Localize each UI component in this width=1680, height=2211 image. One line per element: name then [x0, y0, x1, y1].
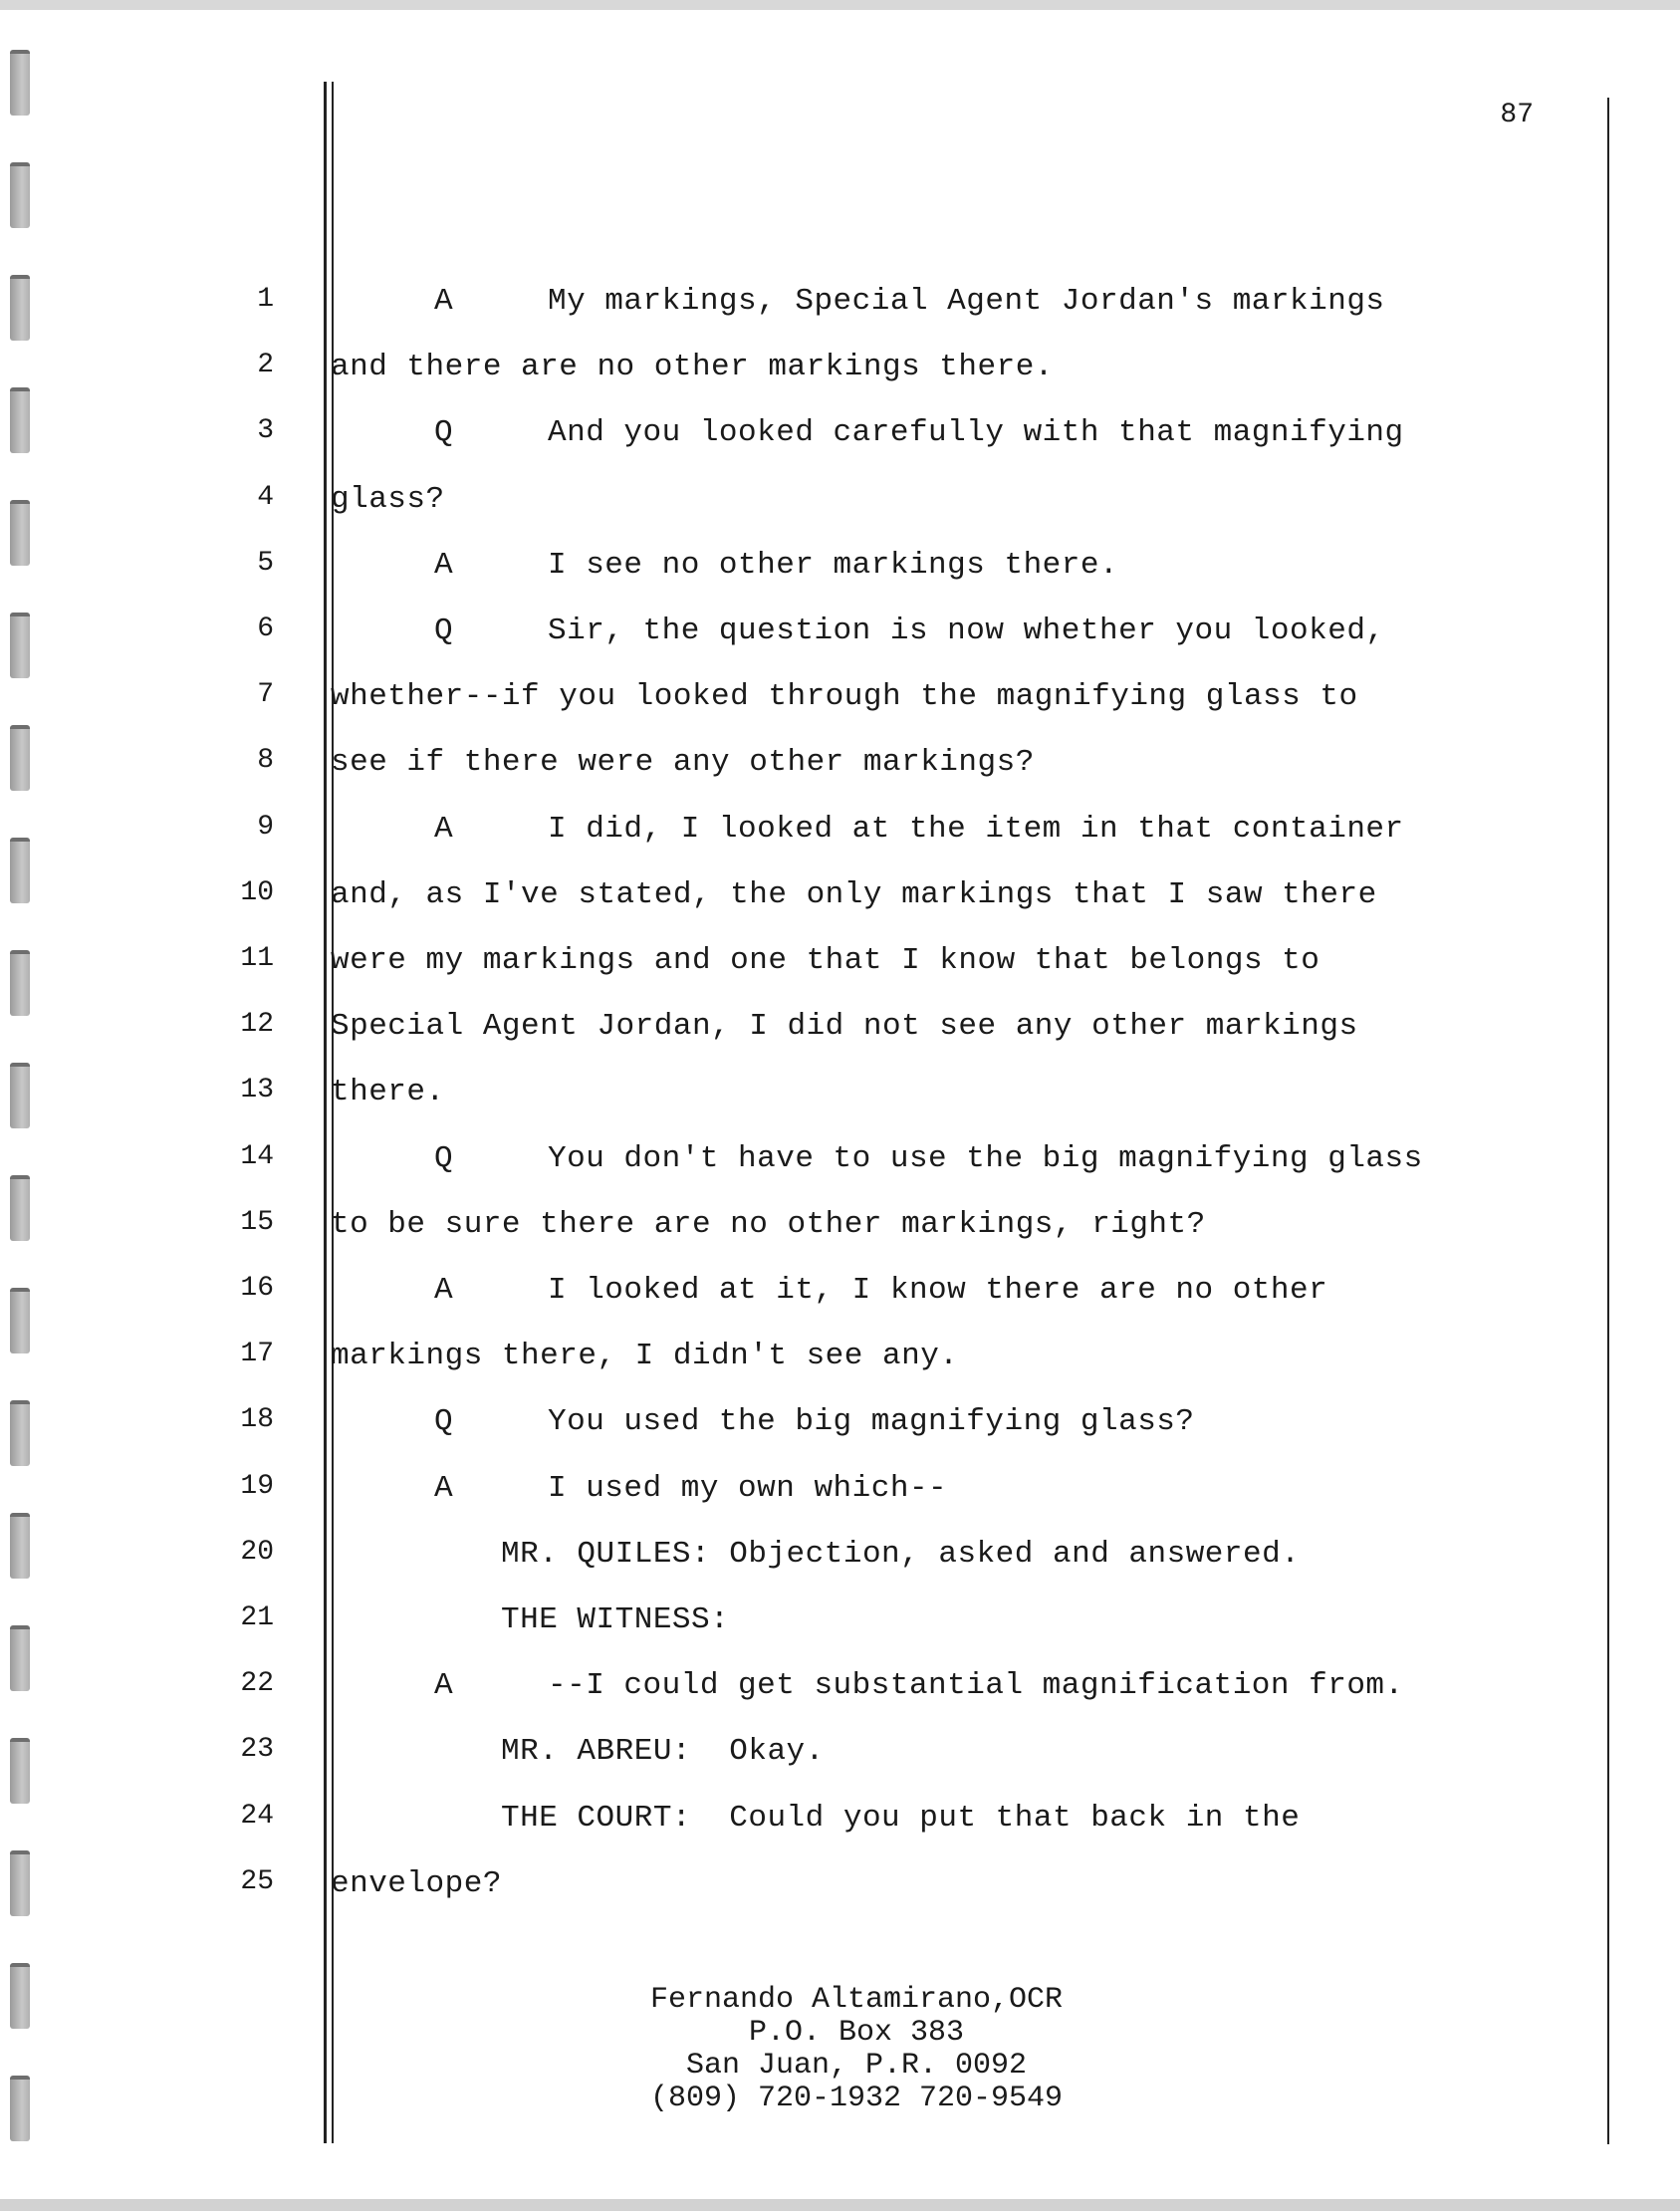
binder-holes [10, 50, 34, 2161]
reporter-footer [558, 1984, 1155, 2115]
qa-marker: Q [434, 614, 454, 648]
binder-hole [10, 1738, 30, 1804]
line-number: 20 [240, 1536, 274, 1568]
transcript-line: I see no other markings there. [548, 547, 1119, 583]
reporter-phone: (809) 720-1932 720-9549 [649, 2082, 1064, 2115]
transcript-line: envelope? [331, 1865, 502, 1901]
qa-marker: Q [434, 1404, 454, 1440]
binder-hole [10, 162, 30, 228]
transcript-line: Sir, the question is now whether you looked, [548, 614, 1385, 648]
line-number: 25 [240, 1865, 274, 1897]
qa-marker: A [434, 811, 454, 847]
transcript-line: and there are no other markings there. [331, 350, 1054, 385]
binder-hole [10, 1175, 30, 1241]
binder-hole [10, 838, 30, 903]
binder-hole [10, 725, 30, 791]
line-number: 24 [240, 1800, 274, 1832]
transcript-line: You used the big magnifying glass? [548, 1404, 1195, 1440]
reporter-city: San Juan, P.R. 0092 [685, 2049, 1028, 2083]
line-number: 11 [240, 943, 274, 974]
binder-hole [10, 950, 30, 1016]
qa-marker: A [434, 1273, 454, 1308]
qa-marker: Q [434, 1140, 454, 1176]
left-margin-rule [324, 82, 327, 2143]
transcript-line: and, as I've stated, the only markings that I saw there [331, 876, 1377, 912]
transcript-line: glass? [331, 481, 445, 517]
transcript-line: see if there were any other markings? [331, 745, 1035, 781]
line-number: 12 [240, 1009, 274, 1041]
line-number: 21 [240, 1602, 274, 1633]
transcript-line: You don't have to use the big magnifying glass [548, 1140, 1423, 1176]
reporter-po-box: P.O. Box 383 [748, 2016, 965, 2050]
transcript-line: whether--if you looked through the magnifying glass to [331, 679, 1358, 715]
line-number: 9 [257, 811, 274, 843]
binder-hole [10, 1400, 30, 1466]
qa-marker: A [434, 547, 454, 583]
qa-marker: A [434, 1668, 454, 1704]
transcript-line: --I could get substantial magnification from. [548, 1668, 1404, 1704]
line-number: 3 [257, 415, 274, 447]
line-number: 10 [240, 876, 274, 908]
binder-hole [10, 1963, 30, 2029]
transcript-line: markings there, I didn't see any. [331, 1339, 959, 1374]
line-number: 22 [240, 1668, 274, 1700]
transcript-line: And you looked carefully with that magnifying [548, 415, 1404, 451]
binder-hole [10, 50, 30, 116]
transcript-line: were my markings and one that I know that belongs to [331, 943, 1320, 978]
transcript-line: I did, I looked at the item in that container [548, 811, 1404, 847]
binder-hole [10, 1850, 30, 1916]
qa-marker: Q [434, 415, 454, 451]
transcript-line: THE WITNESS: [501, 1602, 730, 1637]
transcript-line: I looked at it, I know there are no other [548, 1273, 1328, 1308]
line-number: 18 [240, 1404, 274, 1436]
line-number: 1 [257, 284, 274, 315]
left-margin-rule-inner [332, 82, 334, 2143]
reporter-name: Fernando Altamirano,OCR [649, 1983, 1064, 2017]
binder-hole [10, 613, 30, 678]
transcript-line: MR. QUILES: Objection, asked and answered. [501, 1536, 1301, 1572]
line-number: 13 [240, 1075, 274, 1106]
line-number: 4 [257, 481, 274, 513]
binder-hole [10, 387, 30, 453]
transcript-line: My markings, Special Agent Jordan's markings [548, 284, 1385, 319]
line-number: 5 [257, 547, 274, 579]
binder-hole [10, 500, 30, 566]
binder-hole [10, 275, 30, 341]
right-margin-rule [1607, 98, 1609, 2144]
line-number: 15 [240, 1206, 274, 1238]
transcript-line: I used my own which-- [548, 1470, 948, 1506]
qa-marker: A [434, 1470, 454, 1506]
binder-hole [10, 1288, 30, 1353]
binder-hole [10, 2076, 30, 2141]
transcript-line: Special Agent Jordan, I did not see any other markings [331, 1009, 1358, 1045]
page-number: 87 [1500, 100, 1534, 130]
transcript-line: there. [331, 1075, 445, 1110]
line-number: 2 [257, 350, 274, 381]
binder-hole [10, 1063, 30, 1128]
qa-marker: A [434, 284, 454, 319]
line-number: 14 [240, 1140, 274, 1172]
line-number: 8 [257, 745, 274, 777]
transcript-line: to be sure there are no other markings, right? [331, 1206, 1206, 1242]
transcript-line: MR. ABREU: Okay. [501, 1734, 825, 1770]
transcript-line: THE COURT: Could you put that back in the [501, 1800, 1301, 1836]
line-number: 17 [240, 1339, 274, 1370]
line-number: 19 [240, 1470, 274, 1502]
binder-hole [10, 1625, 30, 1691]
binder-hole [10, 1513, 30, 1579]
line-number: 16 [240, 1273, 274, 1304]
line-number: 23 [240, 1734, 274, 1766]
line-number: 7 [257, 679, 274, 711]
line-number: 6 [257, 614, 274, 644]
